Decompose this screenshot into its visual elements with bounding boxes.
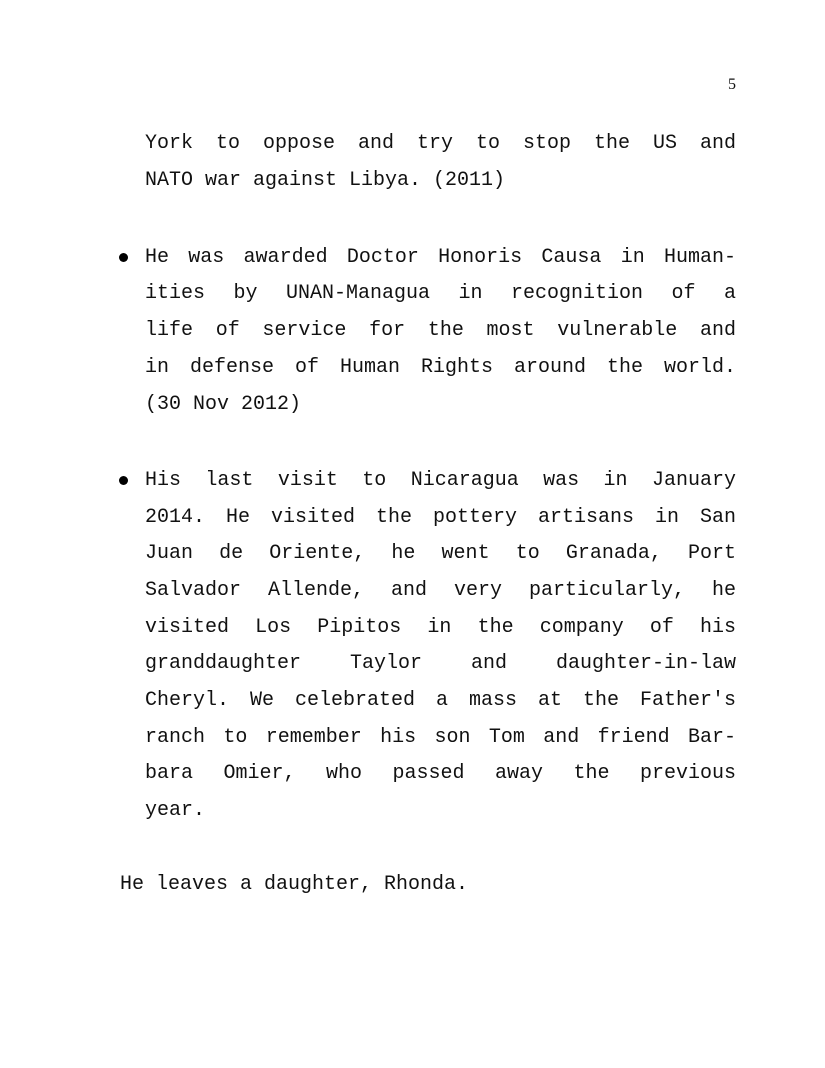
text-line: ranch to remember his son Tom and friend Bar- [145,726,736,749]
page-number: 5 [728,76,736,93]
text-line: life of service for the most vulnerable and [145,319,736,342]
text-line: (30 Nov 2012) [145,393,302,416]
text-line: He was awarded Doctor Honoris Causa in Human- [145,246,736,269]
text-line: York to oppose and try to stop the US and [145,132,736,155]
text-line: His last visit to Nicaragua was in January [145,469,736,492]
text-line: Juan de Oriente, he went to Granada, Port [145,542,736,565]
text-line: bara Omier, who passed away the previous [145,762,736,785]
text-line: NATO war against Libya. (2011) [145,169,506,192]
text-line: Salvador Allende, and very particularly, he [145,579,736,602]
bullet-icon [119,253,128,262]
text-line: ities by UNAN-Managua in recognition of a [145,282,736,305]
text-line: year. [145,799,206,822]
text-line: granddaughter Taylor and daughter-in-law [145,652,736,675]
closing-paragraph: He leaves a daughter, Rhonda. [120,873,469,896]
bullet-icon [119,476,128,485]
text-line: 2014. He visited the pottery artisans in San [145,506,736,529]
text-line: visited Los Pipitos in the company of his [145,616,736,639]
text-line: Cheryl. We celebrated a mass at the Father's [145,689,736,712]
text-line: in defense of Human Rights around the world. [145,356,736,379]
